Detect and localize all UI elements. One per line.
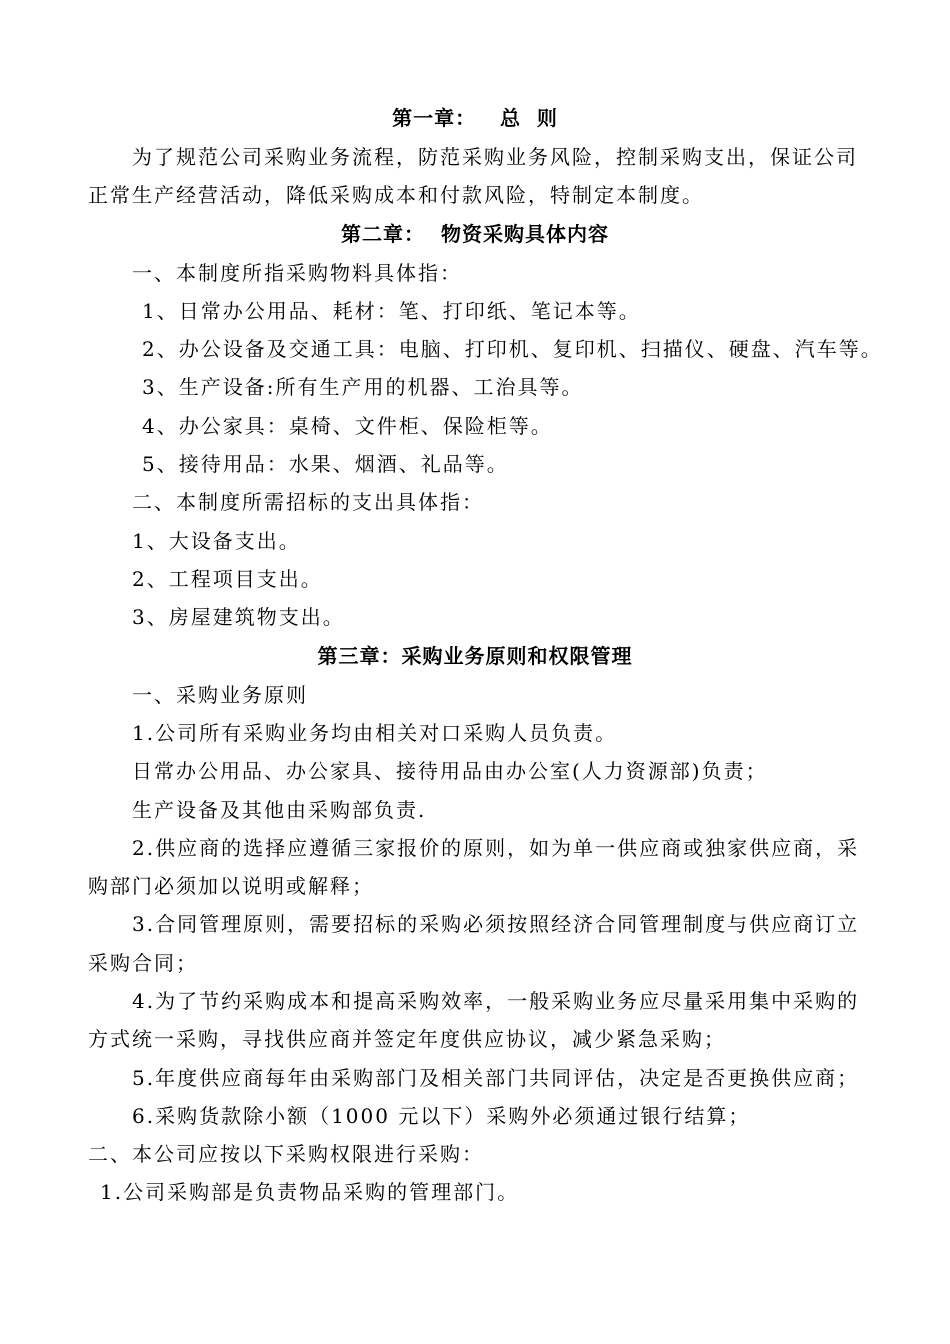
list-item: 3、生产设备:所有生产用的机器、工治具等。 <box>142 375 584 399</box>
rule-3-line-1: 3.合同管理原则，需要招标的采购必须按照经济合同管理制度与供应商订立 <box>132 912 860 936</box>
rule-1: 1.公司所有采购业务均由相关对口采购人员负责。 <box>132 721 618 745</box>
chapter-3-section-1: 一、采购业务原则 <box>132 683 308 707</box>
list-item: 1、日常办公用品、耗材：笔、打印纸、笔记本等。 <box>142 299 641 323</box>
rule-1-detail-procurement: 生产设备及其他由采购部负责. <box>132 798 427 822</box>
list-item: 1、大设备支出。 <box>132 529 301 553</box>
chapter-1-paragraph-line-2: 正常生产经营活动，降低采购成本和付款风险，特制定本制度。 <box>88 183 704 207</box>
rule-6: 6.采购货款除小额（1000 元以下）采购外必须通过银行结算； <box>132 1104 751 1128</box>
list-item: 5、接待用品：水果、烟酒、礼品等。 <box>142 452 509 476</box>
rule-5: 5.年度供应商每年由采购部门及相关部门共同评估，决定是否更换供应商； <box>132 1066 860 1090</box>
list-item: 4、办公家具：桌椅、文件柜、保险柜等。 <box>142 414 553 438</box>
rule-2-line-2: 购部门必须加以说明或解释； <box>88 874 374 898</box>
chapter-3-section-2: 二、本公司应按以下采购权限进行采购： <box>88 1142 484 1166</box>
rule-4-line-2: 方式统一采购，寻找供应商并签定年度供应协议，减少紧急采购； <box>88 1027 726 1051</box>
list-item: 3、房屋建筑物支出。 <box>132 605 345 629</box>
chapter-3-title: 第三章：采购业务原则和权限管理 <box>317 644 633 668</box>
rule-1-detail-office: 日常办公用品、办公家具、接待用品由办公室(人力资源部)负责； <box>132 759 768 783</box>
chapter-2-title: 第二章： 物资采购具体内容 <box>341 222 609 246</box>
chapter-1-paragraph-line-1: 为了规范公司采购业务流程，防范采购业务风险，控制采购支出，保证公司 <box>132 145 858 169</box>
chapter-2-section-1: 一、本制度所指采购物料具体指： <box>132 261 462 285</box>
rule-4-line-1: 4.为了节约采购成本和提高采购效率，一般采购业务应尽量采用集中采购的 <box>132 989 860 1013</box>
chapter-2-section-2: 二、本制度所需招标的支出具体指： <box>132 490 484 514</box>
rule-3-line-2: 采购合同； <box>88 951 198 975</box>
list-item: 2、工程项目支出。 <box>132 567 323 591</box>
chapter-1-title: 第一章： 总 则 <box>392 106 558 130</box>
rule-2-line-1: 2.供应商的选择应遵循三家报价的原则，如为单一供应商或独家供应商，采 <box>132 836 860 860</box>
list-item: 2、办公设备及交通工具：电脑、打印机、复印机、扫描仪、硬盘、汽车等。 <box>142 337 883 361</box>
authority-item-1: 1.公司采购部是负责物品采购的管理部门。 <box>100 1180 520 1204</box>
